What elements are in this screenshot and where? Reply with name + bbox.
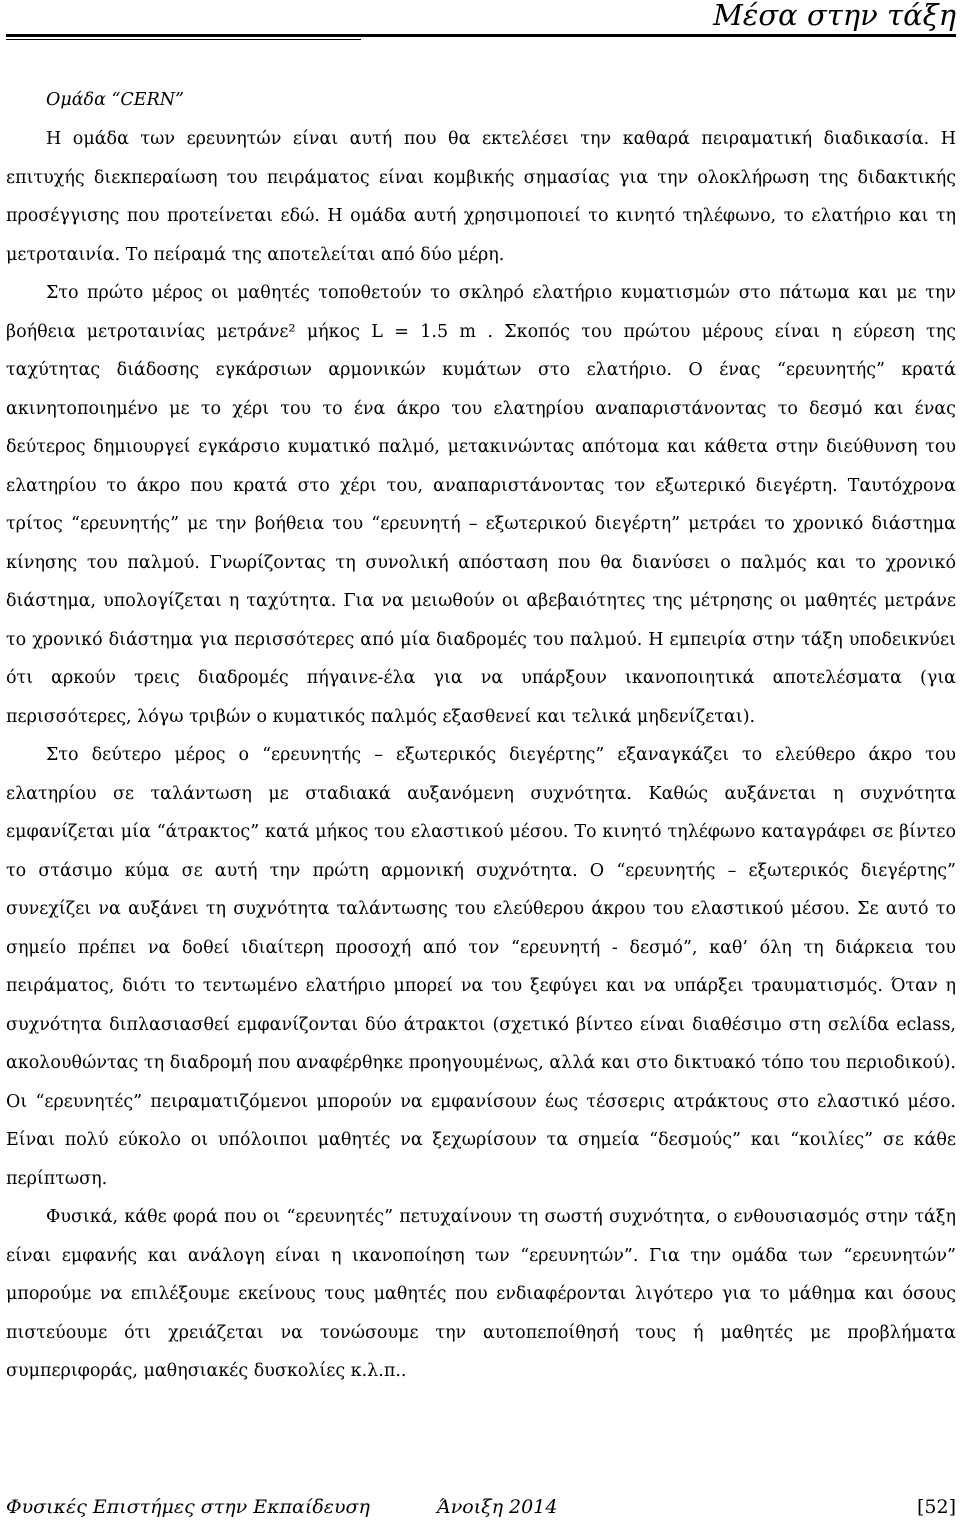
paragraph-conclusion: Φυσικά, κάθε φορά που οι “ερευνητές” πετυχαίνουν τη σωστή συχνότητα, ο ενθουσιασμός στην τάξη είναι εμφανής και ανάλογη είναι η ικανοποίηση των “ερευνητών”. Για την ομάδα των “ερευνητών” μπορούμε να επιλέξουμε εκείνους τους μαθητές που ενδιαφέρονται λιγότερο για το μάθημα και όσους πιστεύουμε ότι χρειάζεται να τονώσουμε την αυτοπεποίθησή τους ή μαθητές με προβλήματα συμπεριφοράς, μαθησιακές δυσκολίες κ.λ.π.. [6,1207,956,1381]
footer-journal-title: Φυσικές Επιστήμες στην Εκπαίδευση [6,1496,370,1518]
paragraph-part-two: Στο δεύτερο μέρος ο “ερευνητής – εξωτερικός διεγέρτης” εξαναγκάζει το ελεύθερο άκρο του ελατηρίου σε ταλάντωση με σταδιακά αυξανόμενη συχνότητα. Καθώς αυξάνεται η συχνότητα εμφανίζεται μία “άτρακτος” κατά μήκος του ελαστικού μέσου. Το κινητό τηλέφωνο καταγράφει σε βίντεο το στάσιμο κύμα σε αυτή την πρώτη αρμονική συχνότητα. Ο “ερευνητής – εξωτερικός διεγέρτης” συνεχίζει να αυξάνει τη συχνότητα ταλάντωσης του ελεύθερου άκρου του ελαστικού μέσου. Σε αυτό το σημείο πρέπει να δοθεί ιδιαίτερη προσοχή από τον “ερευνητή - δεσμό”, καθ’ όλη τη διάρκεια του πειράματος, διότι το τεντωμένο ελατήριο μπορεί να του ξεφύγει και να υπάρξει τραυματισμός. Όταν η συχνότητα διπλασιασθεί εμφανίζονται δύο άτρακτοι (σχετικό βίντεο είναι διαθέσιμο στη σελίδα eclass, ακολουθώντας τη διαδρομή που αναφέρθηκε προηγουμένως, αλλά και στο δικτυακό τόπο του περιοδικού). Οι “ερευνητές” πειραματιζόμενοι μπορούν να εμφανίσουν έως τέσσερις ατράκτους στο ελαστικό μέσο. Είναι πολύ εύκολο οι υπόλοιποι μαθητές να ξεχωρίσουν τα σημεία “δεσμούς” και “κοιλίες” σε κάθε περίπτωση. [6,745,956,1189]
header-rule-thin [6,39,361,40]
paragraph-part-one: Στο πρώτο μέρος οι μαθητές τοποθετούν το σκληρό ελατήριο κυματισμών στο πάτωμα και με την βοήθεια μετροταινίας μετράνε² μήκος L = 1.5 m . Σκοπός του πρώτου μέρους είναι η εύρεση της ταχύτητας διάδοσης εγκάρσιων αρμονικών κυμάτων στο ελατήριο. Ο ένας “ερευνητής” κρατά ακινητοποιημένο με το χέρι του το ένα άκρο του ελατηρίου αναπαριστάνοντας το δεσμό και ένας δεύτερος δημιουργεί εγκάρσιο κυματικό παλμό, μετακινώντας απότομα και κάθετα στην διεύθυνση του ελατηρίου το άκρο που κρατά στο χέρι του, αναπαριστάνοντας τον εξωτερικό διεγέρτη. Ταυτόχρονα τρίτος “ερευνητής” με την βοήθεια του “ερευνητή – εξωτερικού διεγέρτη” μετράει το χρονικό διάστημα κίνησης του παλμού. Γνωρίζοντας τη συνολική απόσταση που θα διανύσει ο παλμός και το χρονικό διάστημα, υπολογίζεται η ταχύτητα. Για να μειωθούν οι αβεβαιότητες της μέτρησης οι μαθητές μετράνε το χρονικό διάστημα για περισσότερες από μία διαδρομές του παλμού. Η εμπειρία στην τάξη υποδεικνύει ότι αρκούν τρεις διαδρομές πήγαινε-έλα για να υπάρξουν ικανοποιητικά αποτελέσματα (για περισσότερες, λόγω τριβών ο κυματικός παλμός εξασθενεί και τελικά μηδενίζεται). [6,283,956,727]
page-header-title: Μέσα στην τάξη [713,0,956,32]
paragraph-intro: Η ομάδα των ερευνητών είναι αυτή που θα εκτελέσει την καθαρά πειραματική διαδικασία. Η επιτυχής διεκπεραίωση του πειράματος είναι κομβικής σημασίας για την ολοκλήρωση της διδακτικής προσέγγισης που προτείνεται εδώ. Η ομάδα αυτή χρησιμοποιεί το κινητό τηλέφωνο, το ελατήριο και τη μετροταινία. Το πείραμά της αποτελείται από δύο μέρη. [6,129,956,265]
page-footer [6,1496,956,1528]
team-heading: Ομάδα “CERN” [46,90,185,110]
footer-issue: Άνοιξη 2014 [437,1496,558,1518]
article-body [6,72,956,1391]
header-rule [6,34,956,37]
footer-page-number: [52] [916,1496,956,1518]
